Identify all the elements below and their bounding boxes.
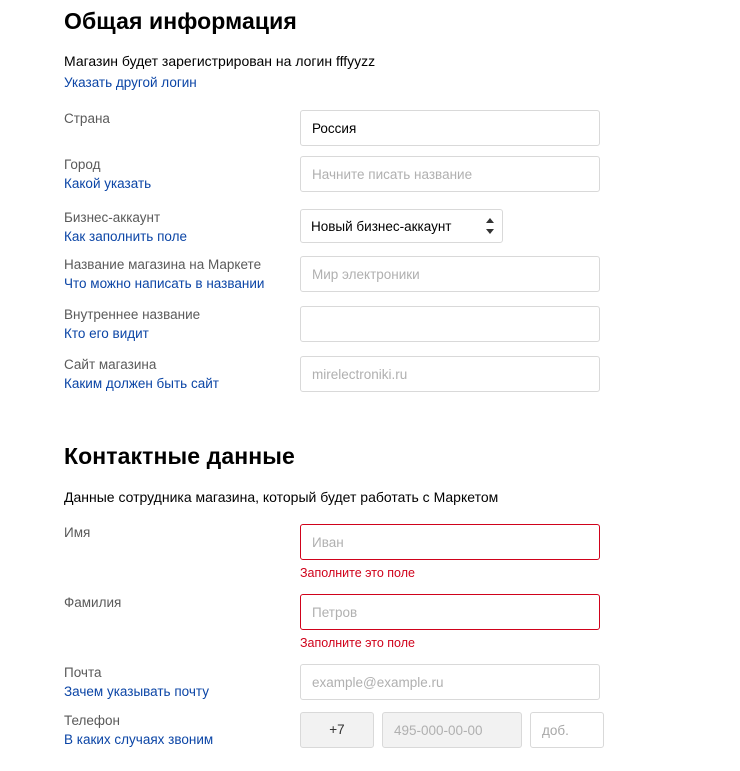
site-input[interactable]	[300, 356, 600, 392]
country-input-col	[300, 110, 740, 146]
site-label: Сайт магазина	[64, 357, 157, 372]
city-label: Город	[64, 157, 101, 172]
field-row-city	[0, 156, 740, 193]
business-account-label-col	[0, 209, 300, 246]
site-sub-link-wrap	[64, 375, 300, 393]
city-input[interactable]	[300, 156, 600, 192]
site-label-col	[0, 356, 300, 393]
shop-name-help-link[interactable]: Что можно написать в названии	[64, 276, 265, 291]
phone-sub-link-wrap	[64, 731, 300, 749]
email-sub-link-wrap	[64, 683, 300, 701]
email-input-col	[300, 664, 740, 700]
field-row-phone	[0, 712, 740, 749]
last-name-input-col	[300, 594, 740, 650]
internal-name-help-link[interactable]: Кто его видит	[64, 326, 149, 341]
field-row-internal-name	[0, 306, 740, 343]
field-row-country	[0, 110, 740, 146]
contacts-section-title	[64, 443, 295, 470]
site-help-link[interactable]: Каким должен быть сайт	[64, 376, 219, 391]
last-name-error: Заполните это поле	[300, 636, 415, 650]
business-account-select[interactable]	[300, 209, 503, 243]
shop-name-label: Название магазина на Маркете	[64, 257, 262, 272]
internal-name-input-col	[300, 306, 740, 342]
shop-name-input[interactable]	[300, 256, 600, 292]
email-field[interactable]	[300, 664, 600, 700]
general-intro-text: Магазин будет зарегистрирован на логин fffyyzz	[64, 53, 376, 69]
site-input-col	[300, 356, 740, 392]
first-name-input-col	[300, 524, 740, 580]
field-row-shop-name	[0, 256, 740, 293]
phone-extension-input[interactable]	[530, 712, 604, 748]
phone-input-col	[300, 712, 740, 748]
business-account-select-wrap	[300, 209, 503, 243]
page-title: Общая информация	[64, 8, 297, 34]
change-login-link-wrap	[64, 74, 197, 92]
first-name-label: Имя	[64, 525, 91, 540]
internal-name-label: Внутреннее название	[64, 307, 201, 322]
country-label-col	[0, 110, 300, 127]
phone-number-input[interactable]	[382, 712, 522, 748]
shop-name-label-col	[0, 256, 300, 293]
business-account-input-col	[300, 209, 740, 243]
first-name-input[interactable]	[300, 524, 600, 560]
country-label: Страна	[64, 111, 110, 126]
field-row-email	[0, 664, 740, 701]
city-input-col	[300, 156, 740, 192]
shop-name-input-col	[300, 256, 740, 292]
country-input[interactable]	[300, 110, 600, 146]
business-account-help-link[interactable]: Как заполнить поле	[64, 229, 187, 244]
email-help-link[interactable]: Зачем указывать почту	[64, 684, 209, 699]
field-row-business-account	[0, 209, 740, 246]
first-name-label-col	[0, 524, 300, 541]
field-row-last-name	[0, 594, 740, 650]
business-account-label: Бизнес-аккаунт	[64, 210, 161, 225]
phone-country-code[interactable]: +7	[300, 712, 374, 748]
contacts-intro	[64, 489, 498, 505]
contacts-title: Контактные данные	[64, 443, 295, 469]
city-help-link[interactable]: Какой указать	[64, 176, 152, 191]
field-row-site	[0, 356, 740, 393]
email-label: Почта	[64, 665, 102, 680]
shop-name-sub-link-wrap	[64, 275, 300, 293]
internal-name-label-col	[0, 306, 300, 343]
city-sub-link-wrap	[64, 175, 300, 193]
internal-name-sub-link-wrap	[64, 325, 300, 343]
contacts-intro-text: Данные сотрудника магазина, который будет работать с Маркетом	[64, 489, 499, 505]
business-account-sub-link-wrap	[64, 228, 300, 246]
last-name-label-col	[0, 594, 300, 611]
general-section-title	[64, 8, 297, 35]
last-name-input[interactable]	[300, 594, 600, 630]
change-login-link[interactable]: Указать другой логин	[64, 75, 197, 90]
phone-input-group	[300, 712, 740, 748]
phone-help-link[interactable]: В каких случаях звоним	[64, 732, 214, 747]
last-name-label: Фамилия	[64, 595, 122, 610]
general-intro	[64, 53, 375, 69]
email-label-col	[0, 664, 300, 701]
first-name-error: Заполните это поле	[300, 566, 415, 580]
phone-label-col	[0, 712, 300, 749]
field-row-first-name	[0, 524, 740, 580]
internal-name-input[interactable]	[300, 306, 600, 342]
phone-label: Телефон	[64, 713, 121, 728]
city-label-col	[0, 156, 300, 193]
